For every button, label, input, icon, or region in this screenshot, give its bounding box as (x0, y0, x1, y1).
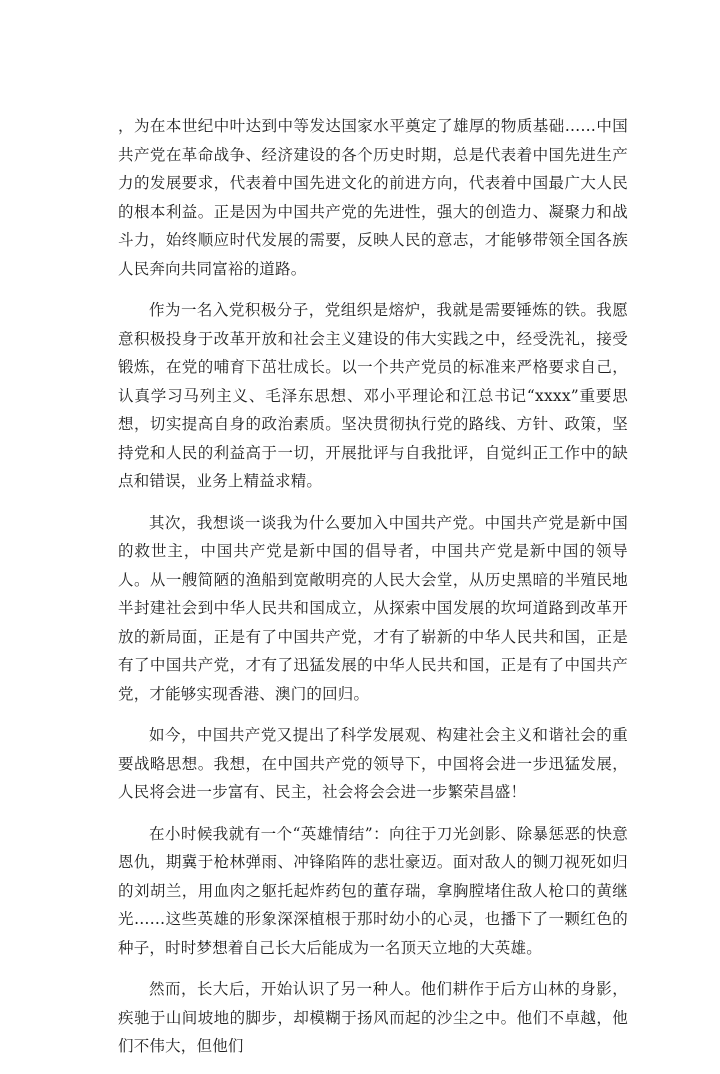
paragraph-1: ，为在本世纪中叶达到中等发达国家水平奠定了雄厚的物质基础……中国共产党在革命战争、经济建设的各个历史时期，总是代表着中国先进生产力的发展要求，代表着中国先进文化的前进方向，代表着中国最广大人民的根本利益。正是因为中国共产党的先进性，强大的创造力、凝聚力和战斗力，始终顺应时代发展的需要，反映人民的意志，才能够带领全国各族人民奔向共同富裕的道路。 (118, 117, 628, 278)
paragraph-3: 其次，我想谈一谈我为什么要加入中国共产党。中国共产党是新中国的救世主，中国共产党是新中国的倡导者，中国共产党是新中国的领导人。从一艘简陋的渔船到宽敞明亮的人民大会堂，从历史黑暗的半殖民地半封建社会到中华人民共和国成立，从探索中国发展的坎坷道路到改革开放的新局面，正是有了中国共产党，才有了崭新的中华人民共和国，正是有了中国共产党，才有了迅猛发展的中华人民共和国，正是有了中国共产党，才能够实现香港、澳门的回归。 (118, 513, 628, 703)
paragraph-4: 如今，中国共产党又提出了科学发展观、构建社会主义和谐社会的重要战略思想。我想，在中国共产党的领导下，中国将会进一步迅猛发展，人民将会进一步富有、民主，社会将会会进一步繁荣昌盛！ (118, 726, 628, 801)
paragraph-2: 作为一名入党积极分子，党组织是熔炉，我就是需要锤炼的铁。我愿意积极投身于改革开放和社会主义建设的伟大实践之中，经受洗礼，接受锻炼，在党的哺育下茁壮成长。以一个共产党员的标准来严格要求自己，认真学习马列主义、毛泽东思想、邓小平理论和江总书记“xxxx”重要思想，切实提高自身的政治素质。坚决贯彻执行党的路线、方针、政策，坚持党和人民的利益高于一切，开展批评与自我批评，自觉纠正工作中的缺点和错误，业务上精益求精。 (118, 301, 628, 490)
document-body (118, 112, 628, 1074)
paragraph-5: 在小时候我就有一个“英雄情结”：向往于刀光剑影、除暴惩恶的快意恩仇，期冀于枪林弹雨、冲锋陷阵的悲壮豪迈。面对敌人的铡刀视死如归的刘胡兰，用血肉之躯托起炸药包的董存瑞，拿胸膛堵住敌人枪口的黄继光……这些英雄的形象深深植根于那时幼小的心灵，也播下了一颗红色的种子，时时梦想着自己长大后能成为一名顶天立地的大英雄。 (118, 824, 628, 957)
paragraph-6: 然而，长大后，开始认识了另一种人。他们耕作于后方山林的身影，疾驰于山间坡地的脚步，却模糊于扬风而起的沙尘之中。他们不卓越，他们不伟大，但他们 (118, 980, 628, 1055)
